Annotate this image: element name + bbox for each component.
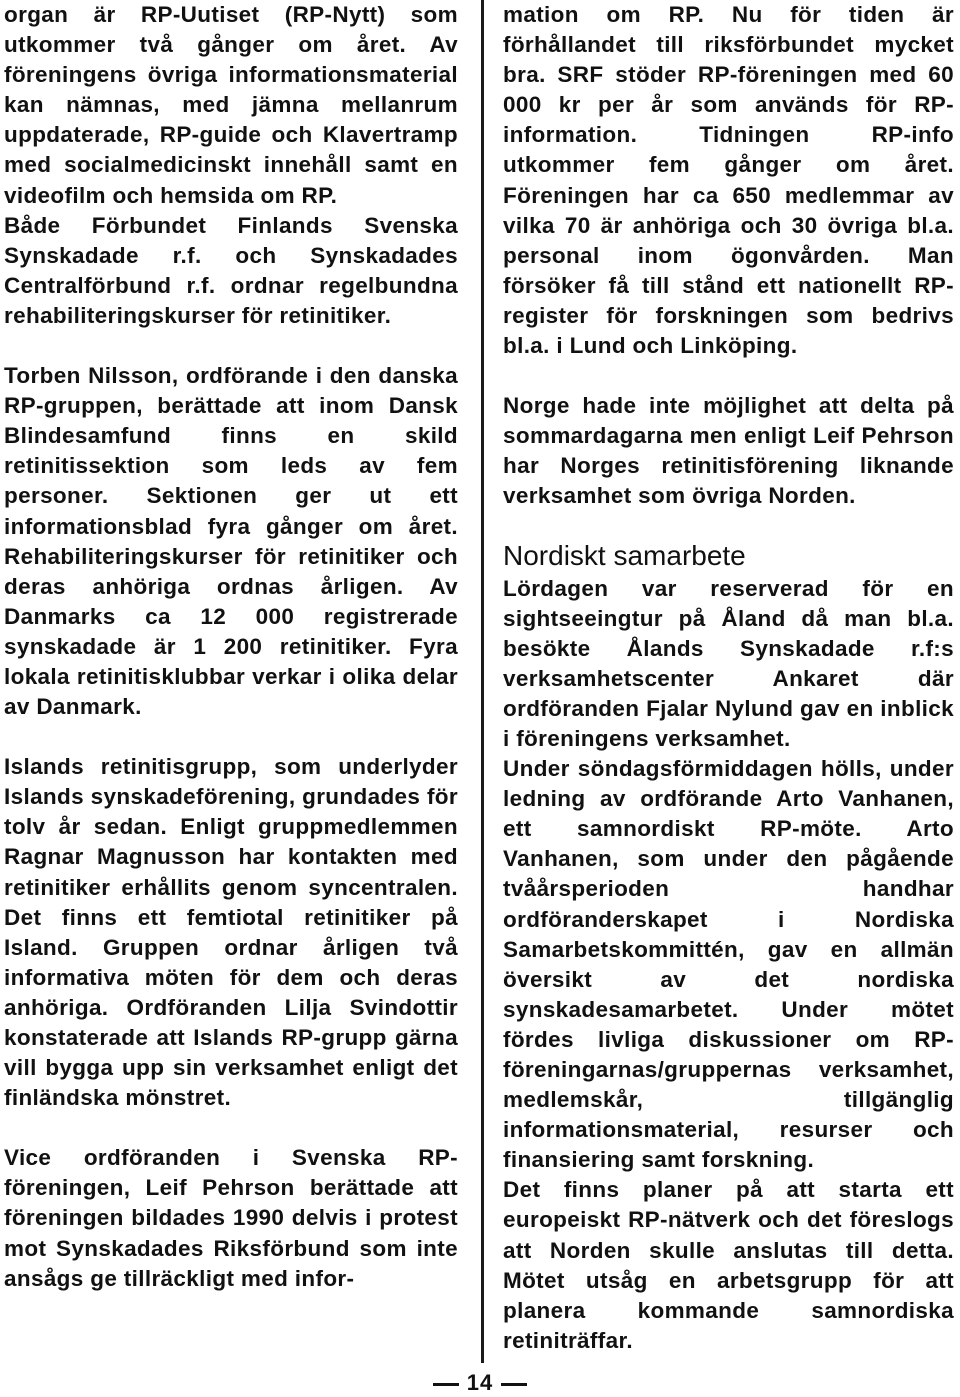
paragraph: Både Förbundet Finlands Svenska Synskadade r.f. och Synskadades Centralförbund r.f. ordnar regelbundna rehabiliteringskurser för retinitiker. — [4, 212, 458, 328]
paragraph: Det finns planer på att starta ett europeiskt RP-nätverk och det föreslogs att Norden skulle anslutas till detta. Mötet utsåg en arbetsgrupp för att planera kommande samnordiska retiniträffar. — [503, 1177, 954, 1353]
paragraph: Islands retinitisgrupp, som underlyder Islands synskadeförening, grundades för tolv år sedan. Enligt gruppmedlemmen Ragnar Magnusson har kontakten med retinitiker erhållits genom syncentralen. Det finns ett femtiotal retinitiker på Island. Gruppen ordnar årligen två informativa möten för dem och deras anhöriga. Ordföranden Lilja Svindottir konstaterade att Islands RP-grupp gärna vill bygga upp sin verksamhet enligt det finländska mönstret. — [4, 754, 458, 1111]
section-heading: Nordiskt samarbete — [503, 539, 746, 571]
paragraph: Vice ordföranden i Svenska RP-föreningen, Leif Pehrson berättade att föreningen bildades 1990 delvis i protest mot Synskadades Riksförbund som inte ansågs ge tillräckligt med infor- — [4, 1145, 458, 1291]
dash-left — [433, 1383, 459, 1386]
paragraph: organ är RP-Uutiset (RP-Nytt) som utkommer två gånger om året. Av föreningens övriga informationsmaterial kan nämnas, med jämna mellanrum uppdaterade, RP-guide och Klavertramp med socialmedicinskt innehåll samt en videofilm och hemsida om RP. — [4, 2, 458, 208]
paragraph: mation om RP. Nu för tiden är förhållandet till riksförbundet mycket bra. SRF stöder RP-föreningen med 60 000 kr per år som används för RP-information. Tidningen RP-info utkommer fem gånger om året. Föreningen har ca 650 medlemmar av vilka 70 är anhöriga och 30 övriga bl.a. personal inom ögonvården. Man försöker få till stånd ett nationellt RP-register för forskningen som bedrivs bl.a. i Lund och Linköping. — [503, 2, 954, 359]
right-column — [503, 0, 954, 1356]
paragraph: Norge hade inte möjlighet att delta på sommardagarna men enligt Leif Pehrson har Norges retinitisförening liknande verksamhet som övriga Norden. — [503, 393, 954, 509]
dash-right — [501, 1383, 527, 1386]
page-number: 14 — [466, 1370, 494, 1395]
column-divider — [481, 0, 484, 1363]
paragraph: Under söndagsförmiddagen hölls, under ledning av ordförande Arto Vanhanen, ett samnordiskt RP-möte. Arto Vanhanen, som under den pågående tvåårsperioden handhar ordföranderskapet i Nordiska Samarbetskommittén, gav en allmän översikt av det nordiska synskadesamarbetet. Under mötet fördes livliga diskussioner om RP-föreningarnas/gruppernas verksamhet, medlemskår, tillgänglig informationsmaterial, resurser och finansiering samt forskning. — [503, 756, 954, 1173]
paragraph: Lördagen var reserverad för en sightseeingtur på Åland då man bl.a. besökte Ålands Synskadade r.f:s verksamhetscenter Ankaret där ordföranden Fjalar Nylund gav en inblick i föreningens verksamhet. — [503, 575, 954, 751]
paragraph: Torben Nilsson, ordförande i den danska RP-gruppen, berättade att inom Dansk Blindesamfund finns en skild retinitissektion som leds av fem personer. Sektionen ger ut ett informationsblad fyra gånger om året. Rehabiliteringskurser för retinitiker och deras anhöriga ordnas årligen. Av Danmarks ca 12 000 registrerade synskadade är 1 200 retinitiker. Fyra lokala retinitisklubbar verkar i olika delar av Danmark. — [4, 363, 458, 720]
page-footer — [0, 1370, 960, 1396]
left-column — [4, 0, 458, 1294]
